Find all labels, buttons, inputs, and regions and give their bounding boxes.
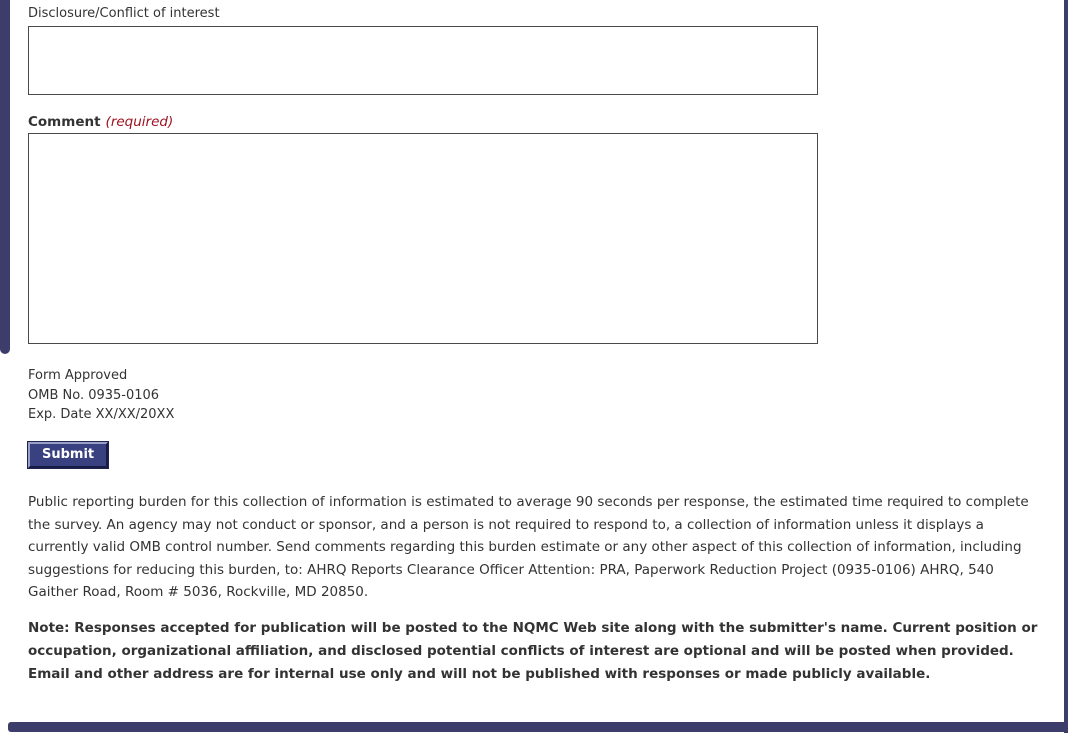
comment-textarea[interactable] [28, 133, 818, 344]
omb-number-line: OMB No. 0935-0106 [28, 387, 160, 403]
burden-statement-paragraph: Public reporting burden for this collection of information is estimated to average 90 seconds per response, the estimated time required to complete the survey. An agency may not conduct or sponsor, and a person is not required to respond to, a collection of information unless it displays a currently valid OMB control number. Send comments regarding this burden estimate or any other aspect of this collection of information, including suggestions for reducing this burden, to: AHRQ Reports Clearance Officer Attention: PRA, Paperwork Reduction Project (0935-0106) AHRQ, 540 Gaither Road, Room # 5036, Rockville, MD 20850. [28, 494, 1029, 601]
page-frame-left-border [0, 0, 10, 354]
page-frame-bottom-border [8, 722, 1068, 732]
submit-button[interactable]: Submit [28, 442, 108, 468]
comment-label: Comment [28, 114, 101, 130]
omb-approval-block [28, 366, 174, 425]
publication-note-paragraph: Note: Responses accepted for publication will be posted to the NQMC Web site along with the submitter's name. Current position or occupation, organizational affiliation, and disclosed potential conflicts of interest are optional and will be posted when provided. Email and other address are for internal use only and will not be published with responses or made publicly available. [28, 620, 1038, 682]
comment-label-row [28, 114, 173, 130]
disclosure-textarea[interactable] [28, 26, 818, 95]
expiration-date-line: Exp. Date XX/XX/20XX [28, 407, 175, 422]
comment-required-flag: (required) [105, 114, 174, 130]
disclosure-label: Disclosure/Conflict of interest [28, 6, 220, 21]
page-frame-right-border [1064, 0, 1068, 733]
form-approved-line: Form Approved [28, 368, 128, 383]
